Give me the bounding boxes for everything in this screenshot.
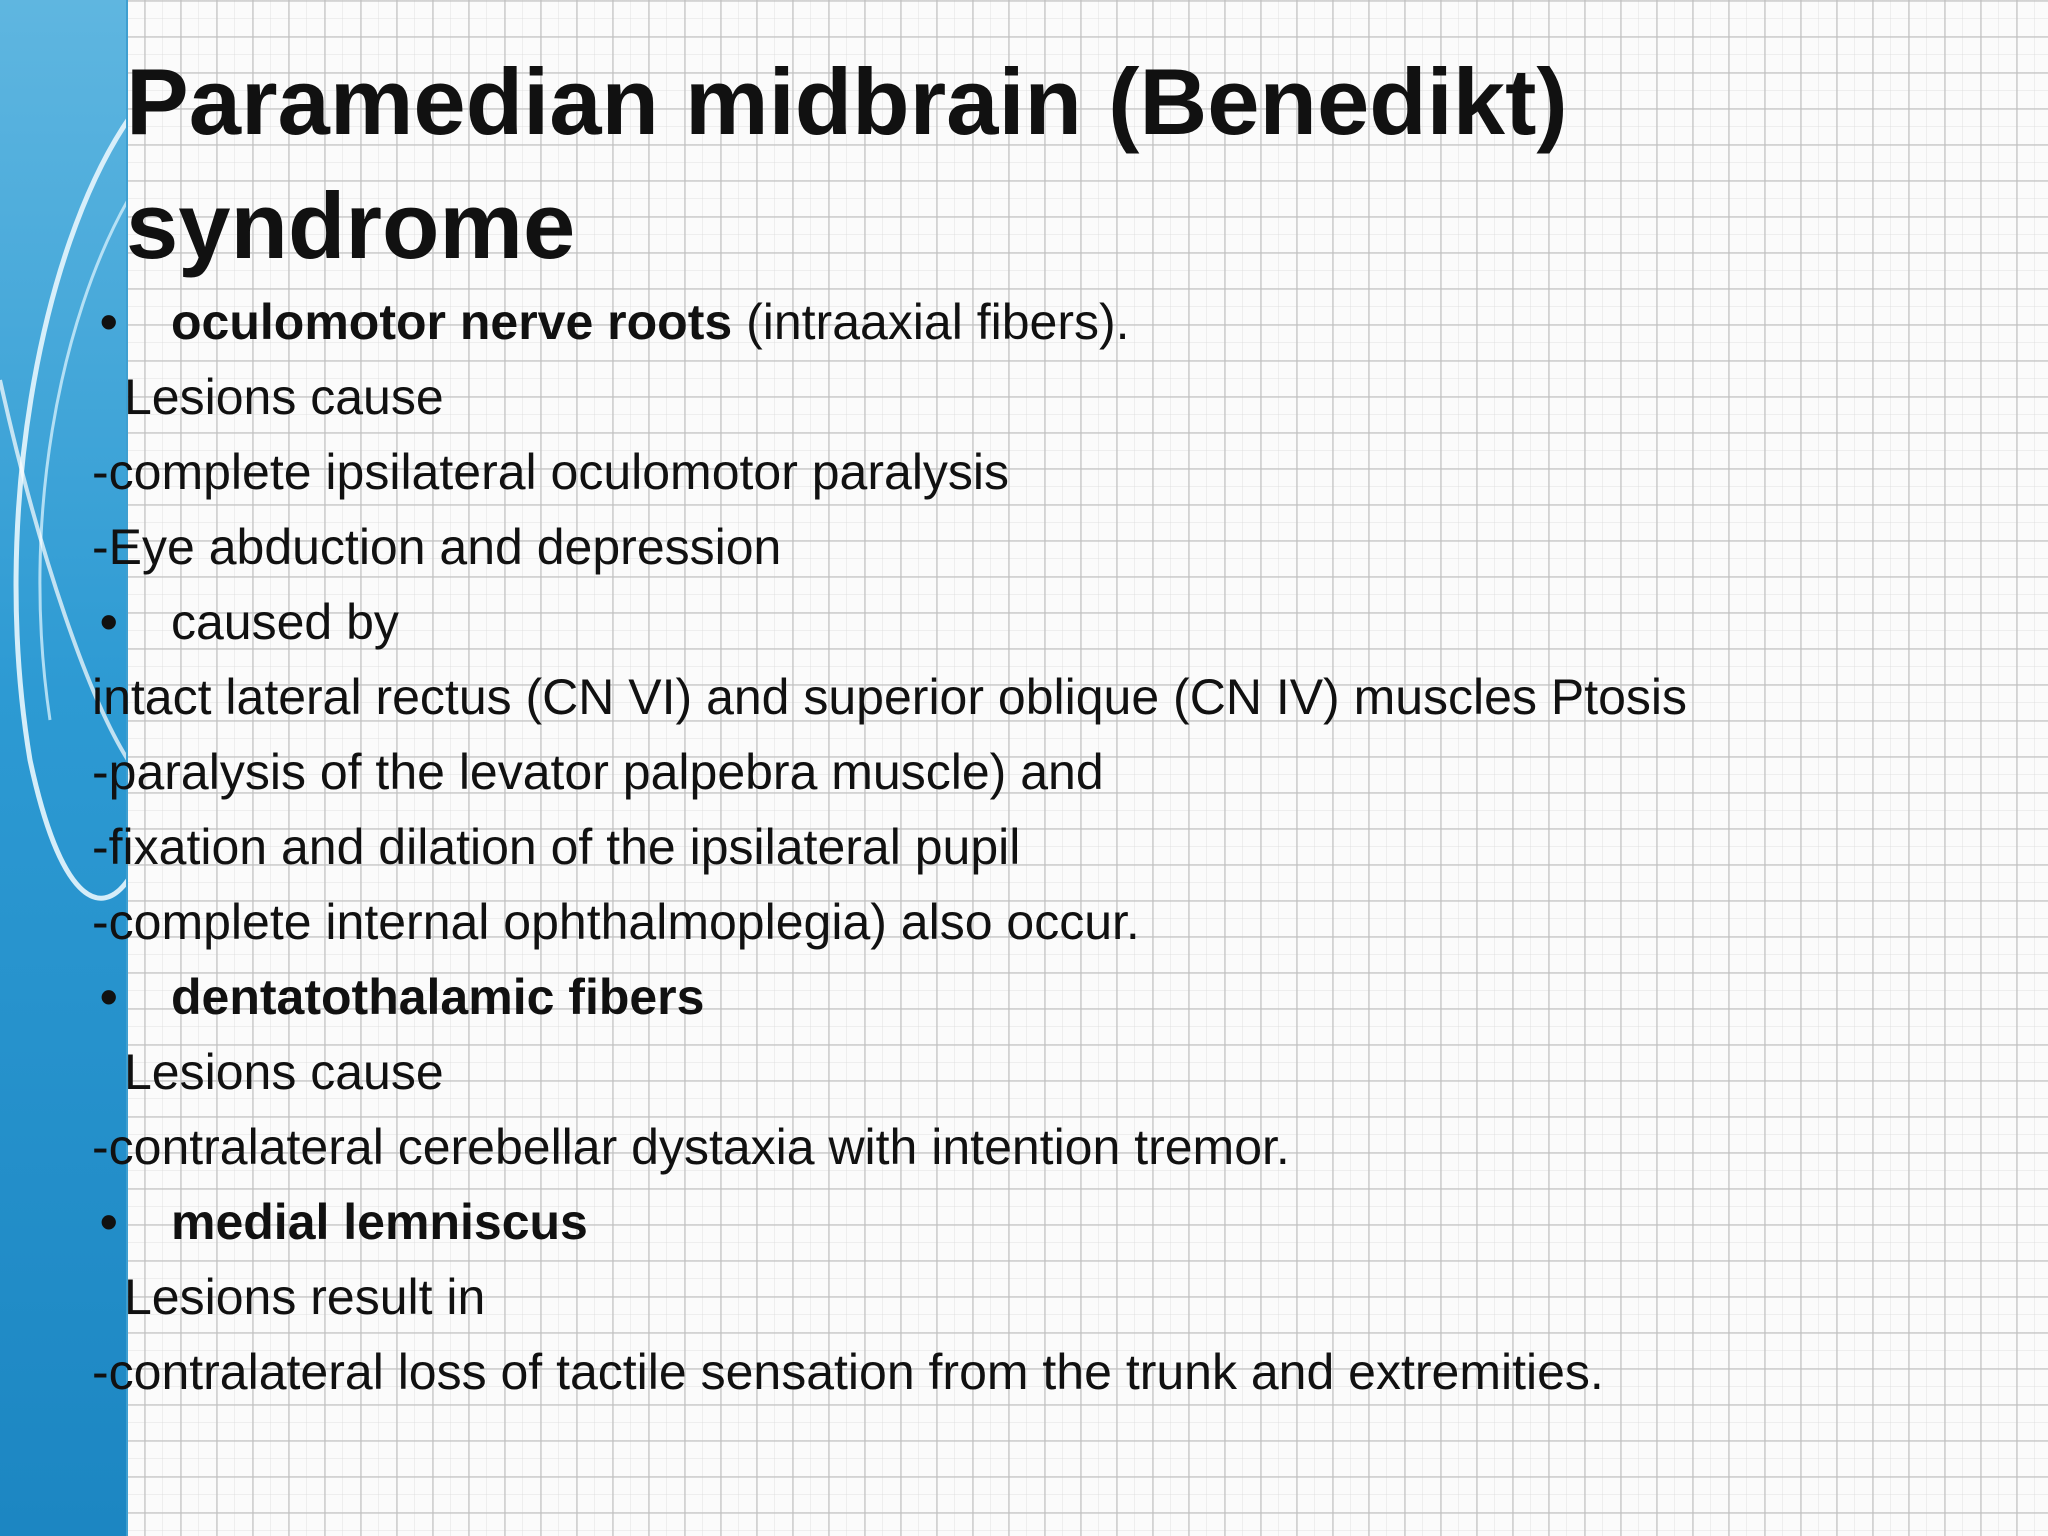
list-item [0, 510, 2048, 585]
list-item [0, 1335, 2048, 1410]
bullet-heading: dentatothalamic fibers [171, 969, 705, 1025]
list-item [0, 1110, 2048, 1185]
list-item [0, 885, 2048, 960]
bullet-heading: medial lemniscus [171, 1194, 588, 1250]
bullet-icon: • [100, 594, 118, 650]
detail-line: -contralateral cerebellar dystaxia with intention tremor. [92, 1119, 1290, 1175]
detail-line: -paralysis of the levator palpebra muscle) and [92, 744, 1104, 800]
detail-line: -contralateral loss of tactile sensation from the trunk and extremities. [92, 1344, 1604, 1400]
list-item [0, 1035, 2048, 1110]
list-item [0, 435, 2048, 510]
bullet-icon: • [100, 969, 118, 1025]
list-item [0, 285, 2048, 360]
list-item [0, 1185, 2048, 1260]
bullet-heading: oculomotor nerve roots [171, 294, 733, 350]
slide-body [0, 285, 2048, 1410]
list-item [0, 660, 2048, 735]
list-item [0, 585, 2048, 660]
list-item [0, 1260, 2048, 1335]
sub-heading: Lesions cause [124, 1044, 444, 1100]
list-item [0, 810, 2048, 885]
list-item [0, 960, 2048, 1035]
bullet-icon: • [100, 1194, 118, 1250]
slide-title: Paramedian midbrain (Benedikt) syndrome [126, 49, 1568, 278]
detail-line: -fixation and dilation of the ipsilateral pupil [92, 819, 1021, 875]
bullet-detail: (intraaxial fibers). [732, 294, 1130, 350]
detail-line: -complete ipsilateral oculomotor paralysis [92, 444, 1010, 500]
detail-line: intact lateral rectus (CN VI) and superior oblique (CN IV) muscles Ptosis [92, 669, 1688, 725]
detail-line: -Eye abduction and depression [92, 519, 782, 575]
sub-heading: Lesions cause [124, 369, 444, 425]
list-item [0, 360, 2048, 435]
bullet-icon: • [100, 294, 118, 350]
sub-heading: Lesions result in [124, 1269, 486, 1325]
bullet-detail: caused by [171, 594, 399, 650]
detail-line: -complete internal ophthalmoplegia) also occur. [92, 894, 1140, 950]
list-item [0, 735, 2048, 810]
